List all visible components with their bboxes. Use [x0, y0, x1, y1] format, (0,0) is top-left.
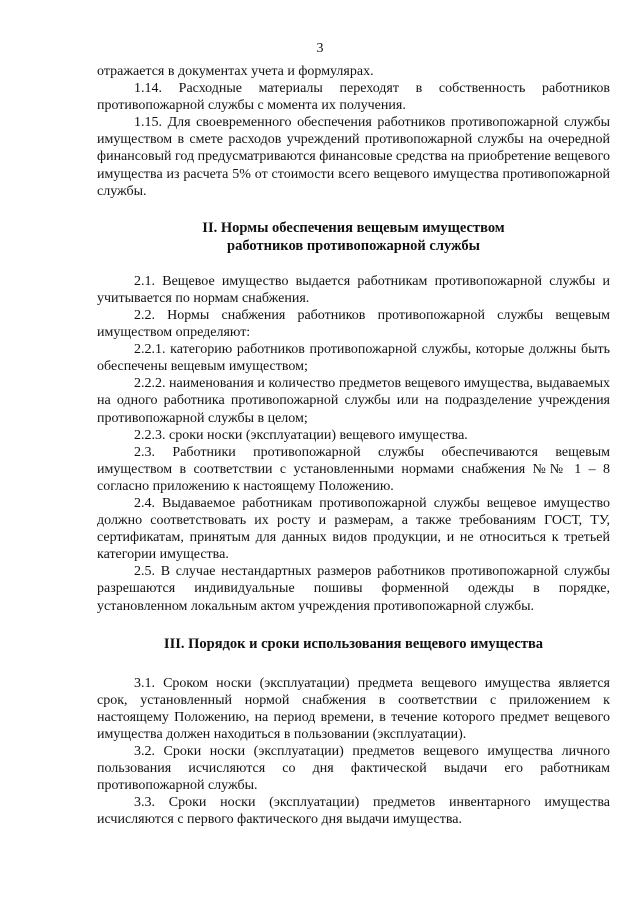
paragraph-2-3: 2.3. Работники противопожарной службы обеспечиваются вещевым имуществом в соответствии с установленными нормами снабжения №№ 1 – 8 согласно приложению к настоящему Положению.	[97, 444, 610, 494]
paragraph-3-2: 3.2. Сроки носки (эксплуатации) предметов вещевого имущества личного пользования исчисляются со дня фактической выдачи его работникам противопожарной службы.	[97, 744, 610, 794]
section-3-title: III. Порядок и сроки использования вещевого имущества	[163, 635, 544, 652]
section-2-title-line-1: II. Нормы обеспечения вещевым имуществом	[202, 219, 505, 236]
spacer	[97, 653, 610, 675]
spacer	[97, 615, 610, 635]
paragraph-1-15: 1.15. Для своевременного обеспечения работников противопожарной службы имуществом в смете расходов учреждений противопожарной службы на очередной финансовый год предусматриваются финансовые средства на приобретение вещевого имущества из расчета 5% от стоимости всего вещевого имущества противопожарной службы.	[97, 115, 610, 199]
page-number: 3	[316, 41, 324, 56]
paragraph-2-4: 2.4. Выдаваемое работникам противопожарной службы вещевое имущество должно соответствовать их росту и размерам, а также требованиям ГОСТ, ТУ, сертификатам, принятым для данных видов продукции, и не относиться к третьей категории имущества.	[97, 495, 610, 563]
spacer	[97, 255, 610, 273]
paragraph-3-3: 3.3. Сроки носки (эксплуатации) предметов инвентарного имущества исчисляются с первого фактического дня выдачи имущества.	[97, 795, 610, 828]
paragraph-2-1: 2.1. Вещевое имущество выдается работникам противопожарной службы и учитывается по нормам снабжения.	[97, 273, 610, 306]
section-2-title	[97, 219, 610, 255]
paragraph-2-2-1: 2.2.1. категорию работников противопожарной службы, которые должны быть обеспечены вещевым имуществом;	[97, 342, 610, 375]
paragraph-2-5: 2.5. В случае нестандартных размеров работников противопожарной службы разрешаются индивидуальные пошивы форменной одежды в порядке, установленном локальным актом учреждения противопожарной службы.	[97, 564, 610, 614]
spacer	[97, 200, 610, 219]
paragraph-3-1: 3.1. Сроком носки (эксплуатации) предмета вещевого имущества является срок, установленный нормой снабжения в соответствии с приложением к настоящему Положению, на период времени, в течение которого предмет вещевого имущества должен находиться в пользовании (эксплуатации).	[97, 675, 610, 742]
section-2-title-line-2: работников противопожарной службы	[227, 237, 480, 254]
intro-fragment: отражается в документах учета и формулярах.	[97, 64, 374, 79]
paragraph-1-14: 1.14. Расходные материалы переходят в собственность работников противопожарной службы с момента их получения.	[97, 81, 610, 114]
paragraph-2-2-2: 2.2.2. наименования и количество предметов вещевого имущества, выдаваемых на одного работника противопожарной службы или на подразделение учреждения противопожарной службы в целом;	[97, 376, 610, 426]
paragraph-2-2-3: 2.2.3. сроки носки (эксплуатации) вещевого имущества.	[134, 427, 468, 443]
paragraph-2-2: 2.2. Нормы снабжения работников противопожарной службы вещевым имуществом определяют:	[97, 307, 610, 341]
document-body	[97, 63, 610, 828]
